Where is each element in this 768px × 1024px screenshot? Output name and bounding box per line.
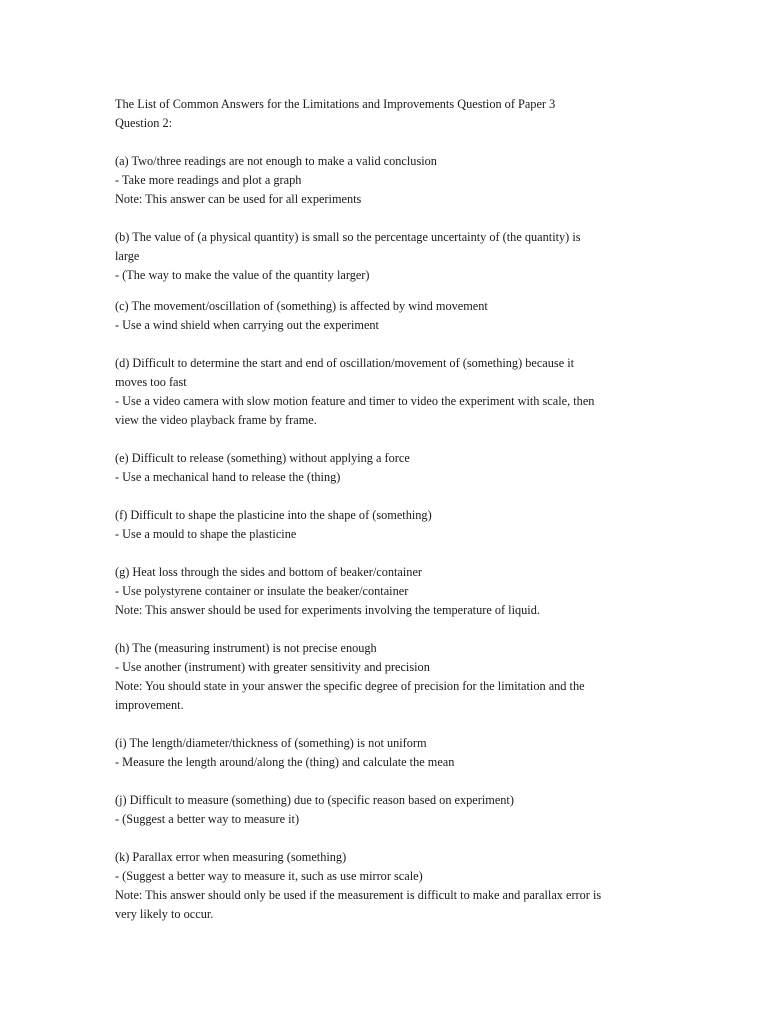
item-d-line-3: - Use a video camera with slow motion feature and timer to video the experiment with scale, then xyxy=(115,394,595,408)
item-b-line-2: large xyxy=(115,249,140,263)
item-h-line-4: improvement. xyxy=(115,698,184,712)
item-h-line-2: - Use another (instrument) with greater sensitivity and precision xyxy=(115,660,430,674)
document-page xyxy=(115,95,660,924)
item-b-line-1: (b) The value of (a physical quantity) is small so the percentage uncertainty of (the quantity) is xyxy=(115,230,581,244)
list-item-e xyxy=(115,449,660,487)
list-item-h xyxy=(115,639,660,715)
item-c-line-1: (c) The movement/oscillation of (something) is affected by wind movement xyxy=(115,299,488,313)
item-g-line-2: - Use polystyrene container or insulate the beaker/container xyxy=(115,584,409,598)
list-item-g xyxy=(115,563,660,620)
item-a-line-2: - Take more readings and plot a graph xyxy=(115,173,302,187)
item-g-line-1: (g) Heat loss through the sides and bottom of beaker/container xyxy=(115,565,422,579)
item-i-line-2: - Measure the length around/along the (thing) and calculate the mean xyxy=(115,755,455,769)
list-item-c xyxy=(115,297,660,335)
item-f-line-2: - Use a mould to shape the plasticine xyxy=(115,527,297,541)
item-b-line-3: - (The way to make the value of the quantity larger) xyxy=(115,268,370,282)
item-d-line-1: (d) Difficult to determine the start and end of oscillation/movement of (something) because it xyxy=(115,356,575,370)
list-item-j xyxy=(115,791,660,829)
item-d-line-2: moves too fast xyxy=(115,375,187,389)
list-item-a xyxy=(115,152,660,209)
list-item-d xyxy=(115,354,660,430)
document-subtitle: Question 2: xyxy=(115,116,173,130)
list-item-k xyxy=(115,848,660,924)
item-j-line-2: - (Suggest a better way to measure it) xyxy=(115,812,300,826)
item-a-line-1: (a) Two/three readings are not enough to make a valid conclusion xyxy=(115,154,437,168)
item-f-line-1: (f) Difficult to shape the plasticine into the shape of (something) xyxy=(115,508,432,522)
item-k-line-1: (k) Parallax error when measuring (something) xyxy=(115,850,347,864)
list-item-i xyxy=(115,734,660,772)
item-k-line-4: very likely to occur. xyxy=(115,907,214,921)
item-i-line-1: (i) The length/diameter/thickness of (something) is not uniform xyxy=(115,736,427,750)
item-h-line-1: (h) The (measuring instrument) is not precise enough xyxy=(115,641,377,655)
item-d-line-4: view the video playback frame by frame. xyxy=(115,413,317,427)
item-g-line-3: Note: This answer should be used for experiments involving the temperature of liquid. xyxy=(115,603,540,617)
item-e-line-2: - Use a mechanical hand to release the (thing) xyxy=(115,470,341,484)
item-h-line-3: Note: You should state in your answer the specific degree of precision for the limitation and the xyxy=(115,679,585,693)
item-j-line-1: (j) Difficult to measure (something) due to (specific reason based on experiment) xyxy=(115,793,514,807)
list-item-f xyxy=(115,506,660,544)
list-item-b xyxy=(115,228,660,285)
item-k-line-2: - (Suggest a better way to measure it, such as use mirror scale) xyxy=(115,869,423,883)
item-a-line-3: Note: This answer can be used for all experiments xyxy=(115,192,362,206)
document-title: The List of Common Answers for the Limitations and Improvements Question of Paper 3 xyxy=(115,97,556,111)
item-c-line-2: - Use a wind shield when carrying out the experiment xyxy=(115,318,379,332)
item-k-line-3: Note: This answer should only be used if the measurement is difficult to make and parallax error is xyxy=(115,888,602,902)
item-e-line-1: (e) Difficult to release (something) without applying a force xyxy=(115,451,410,465)
